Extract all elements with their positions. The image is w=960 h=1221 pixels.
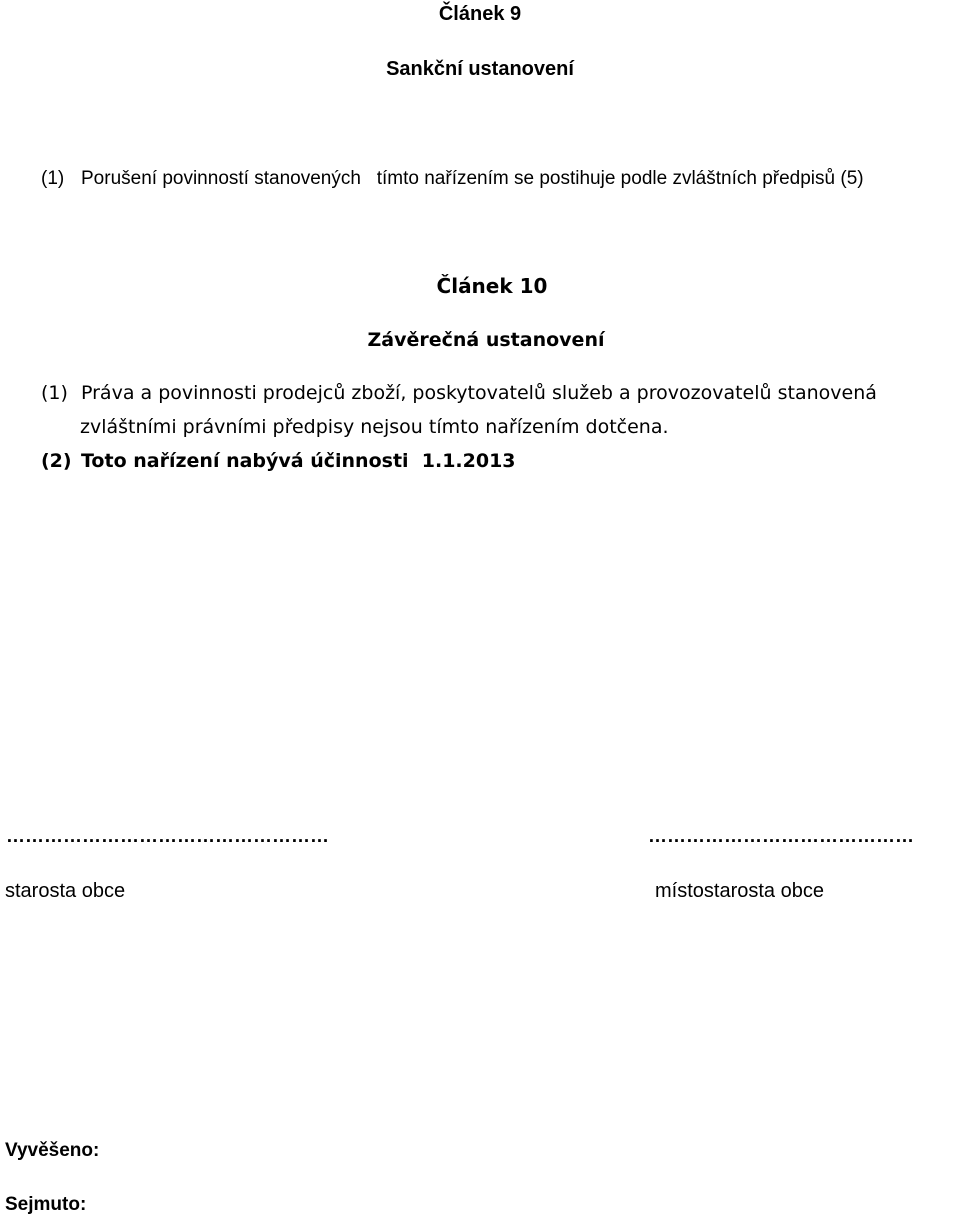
article-10-paragraph-2	[41, 450, 516, 472]
article-9-paragraph-1	[41, 168, 864, 190]
signature-line-right: ……………………………………	[648, 826, 914, 847]
article-10-title: Závěrečná ustanovení	[367, 329, 605, 351]
paragraph-number: (1)	[41, 382, 68, 404]
article-9-title: Sankční ustanovení	[386, 58, 574, 80]
signature-label-mayor: starosta obce	[5, 880, 126, 902]
article-9-heading: Článek 9	[438, 3, 522, 25]
article-10-paragraph-1	[41, 382, 877, 404]
removed-label: Sejmuto:	[5, 1194, 87, 1215]
paragraph-text: Porušení povinností stanovených tímto nařízením se postihuje podle zvláštních předpisů (5)	[81, 168, 864, 189]
article-10-paragraph-1-line-2: zvláštními právními předpisy nejsou tímto nařízením dotčena.	[80, 416, 669, 438]
signature-line-left: ……………………………………………	[6, 826, 329, 847]
paragraph-number: (1)	[41, 168, 65, 189]
signature-label-deputy-mayor: místostarosta obce	[655, 880, 824, 902]
posted-label: Vyvěšeno:	[5, 1140, 100, 1161]
paragraph-text: Toto nařízení nabývá účinnosti 1.1.2013	[81, 450, 516, 472]
paragraph-text-line-1: Práva a povinnosti prodejců zboží, poskytovatelů služeb a provozovatelů stanovená	[81, 382, 877, 404]
paragraph-number: (2)	[41, 450, 72, 472]
article-10-heading: Článek 10	[436, 274, 548, 298]
